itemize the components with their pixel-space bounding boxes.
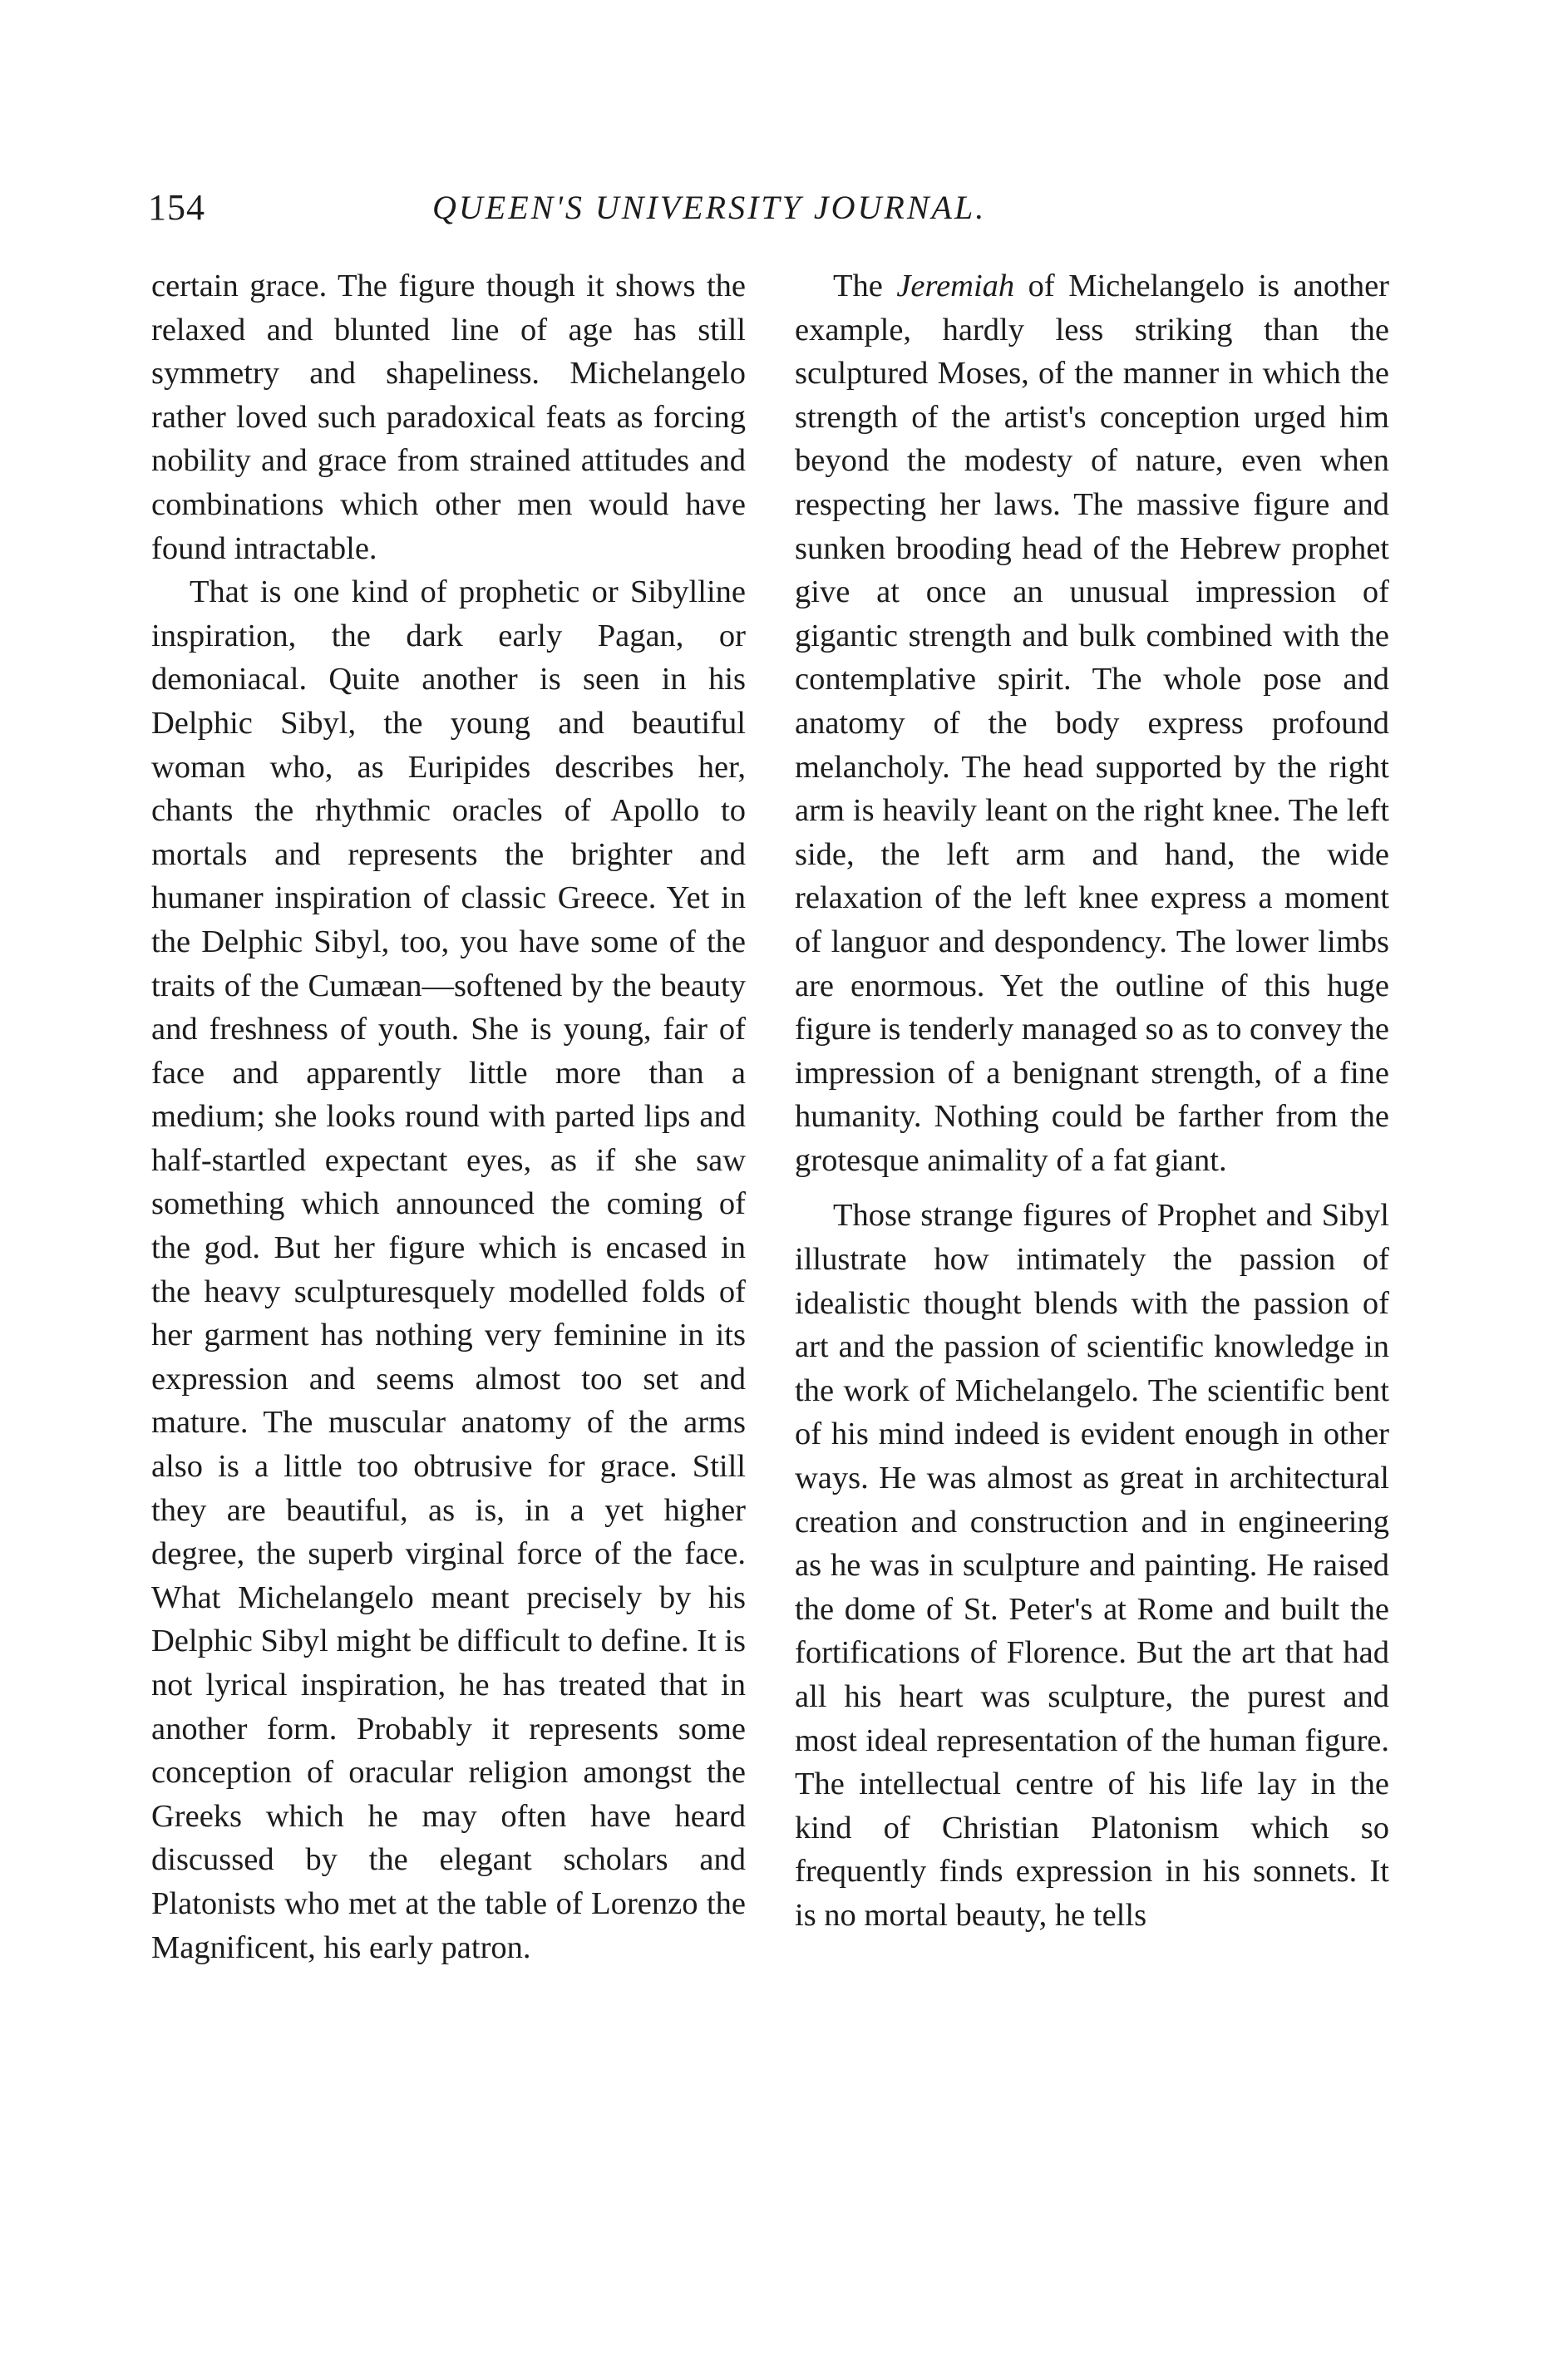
jeremiah-title: Jeremiah [896,269,1015,303]
page-number: 154 [148,187,205,228]
right-paragraph-1-lead: The [833,269,897,303]
left-paragraph-2: That is one kind of prophetic or Sibylline inspiration, the dark early Pagan, or demoniacal. Quite another is seen in his Delphic Sibyl, the young and beautiful woman who, as Euripides describes her, chants the rhythmic oracles of Apollo to mortals and represents the brighter and humaner inspiration of classic Greece. Yet in the Delphic Sibyl, too, you have some of the traits of the Cumæan—softened by the beauty and freshness of youth. She is young, fair of face and apparently little more than a medium; she looks round with parted lips and half-startled expectant eyes, as if she saw something which announced the coming of the god. But her figure which is encased in the heavy sculpturesquely modelled folds of her garment has nothing very feminine in its expression and seems almost too set and mature. The muscular anatomy of the arms also is a little too obtrusive for grace. Still they are beautiful, as is, in a yet higher degree, the superb virginal force of the face. What Michelangelo meant precisely by his Delphic Sibyl might be difficult to define. It is not lyrical inspiration, he has treated that in another form. Probably it represents some conception of oracular religion amongst the Greeks which he may often have heard discussed by the elegant scholars and Platonists who met at the table of Lorenzo the Magnificent, his early patron. [151,574,746,1965]
right-paragraph-1-body: of Michelangelo is another example, hardly less striking than the sculptured Moses, of the manner in which the strength of the artist's conception urged him beyond the modesty of nature, even when respecting her laws. The massive figure and sunken brooding head of the Hebrew prophet give at once an unusual impression of gigantic strength and bulk combined with the contemplative spirit. The whole pose and anatomy of the body express profound melancholy. The head supported by the right arm is heavily leant on the right knee. The left side, the left arm and hand, the wide relaxation of the left knee express a moment of languor and despondency. The lower limbs are enormous. Yet the outline of this huge figure is tenderly managed so as to convey the impression of a benignant strength, of a fine humanity. Nothing could be farther from the grotesque animality of a fat giant. [795,269,1389,1178]
right-paragraph-1 [795,264,1389,1182]
left-paragraph-1: certain grace. The figure though it shows the relaxed and blunted line of age has still symmetry and shapeliness. Michelangelo rather loved such paradoxical feats as forcing nobility and grace from strained attitudes and combinations which other men would have found intractable. [151,269,746,566]
journal-running-head: QUEEN'S UNIVERSITY JOURNAL. [432,189,987,226]
right-paragraph-2: Those strange figures of Prophet and Sibyl illustrate how intimately the passion of idealistic thought blends with the passion of art and the passion of scientific knowledge in the work of Michelangelo. The scientific bent of his mind indeed is evident enough in other ways. He was almost as great in architectural creation and construction and in engineering as he was in sculpture and painting. He raised the dome of St. Peter's at Rome and built the fortifications of Florence. But the art that had all his heart was sculpture, the purest and most ideal representation of the human figure. The intellectual centre of his life lay in the kind of Christian Platonism which so frequently finds expression in his sonnets. It is no mortal beauty, he tells [795,1198,1389,1933]
right-column [795,264,1389,1938]
left-column [151,264,746,1969]
